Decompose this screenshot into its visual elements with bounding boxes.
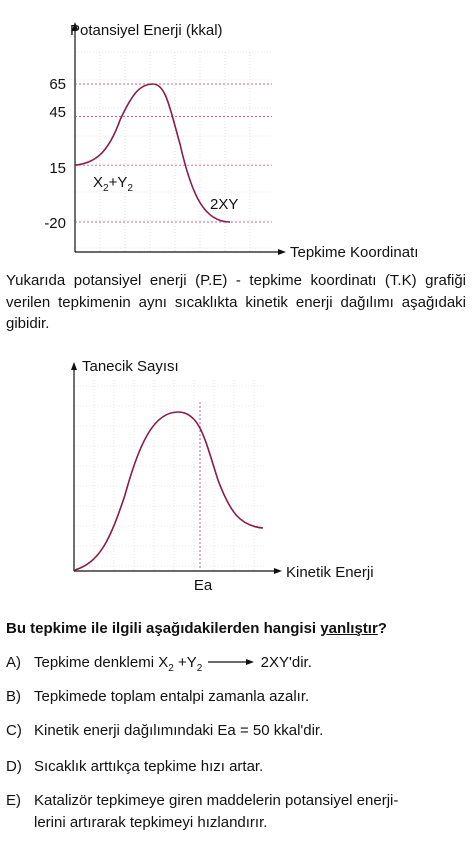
pe-x-label: Tepkime Koordinatı: [290, 244, 419, 261]
option-d[interactable]: D) Sıcaklık arttıkça tepkime hızı artar.: [6, 758, 264, 775]
pe-tick-neg20: -20: [44, 215, 66, 232]
option-b[interactable]: B) Tepkimede toplam entalpi zamanla azalır.: [6, 688, 310, 705]
ke-y-label: Tanecik Sayısı: [82, 358, 179, 375]
option-a[interactable]: A) Tepkime denklemi $X_2 +Y_2$ 2XY'dir.: [6, 651, 468, 681]
ke-curve: [75, 412, 263, 570]
option-c[interactable]: C) Kinetik enerji dağılımındaki Ea = 50 kkal'dir.: [6, 722, 324, 739]
pe-tick-65: 65: [49, 76, 66, 93]
ke-x-arrow: [274, 568, 282, 574]
product-label: 2XY: [210, 196, 239, 213]
reactant-label: $X_2+Y_2$: [93, 174, 133, 194]
pe-y-label: Potansiyel Enerji (kkal): [70, 22, 223, 39]
question-emphasis: yanlıştır: [320, 620, 378, 637]
pe-tick-45: 45: [49, 104, 66, 121]
question-text: Bu tepkime ile ilgili aşağıdakilerden hangisi yanlıştır?: [6, 620, 387, 637]
ea-label: Ea: [193, 577, 213, 594]
option-a-letter: A): [6, 654, 21, 671]
intro-paragraph: Yukarıda potansiyel enerji (P.E) - tepkime koordinatı (T.K) grafiği verilen tepkimenin aynı sıcaklıkta kinetik enerji dağılımı aşağıdaki gibidir.: [6, 272, 466, 332]
pe-tick-15: 15: [49, 160, 66, 177]
ke-grid: [74, 380, 264, 571]
ke-y-arrow: [71, 362, 77, 370]
option-e[interactable]: E) Katalizör tepkimeye giren maddelerin potansiyel enerji- lerini artırarak tepkimeyi hızlandırır.: [6, 792, 399, 831]
reaction-arrow-icon: [206, 657, 256, 667]
ke-x-label: Kinetik Enerji: [286, 564, 374, 581]
